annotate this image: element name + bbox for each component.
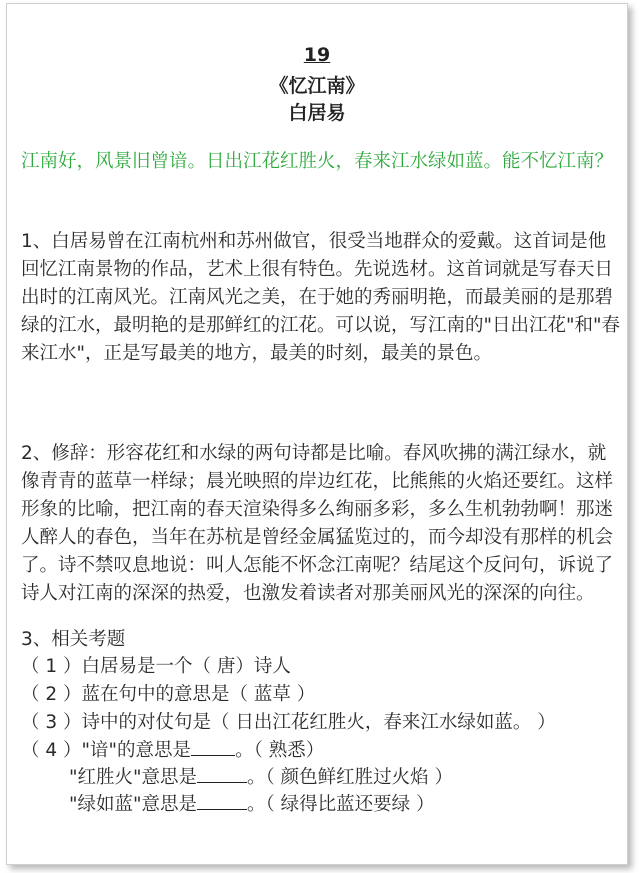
- document-page: [6, 3, 628, 865]
- answer-blank: [197, 766, 247, 783]
- questions-heading: 3、相关考题: [21, 629, 126, 650]
- question-6-suffix: 。（ 绿得比蓝还要绿 ）: [247, 794, 435, 815]
- analysis-paragraph-1: 1、白居易曾在江南杭州和苏州做官，很受当地群众的爱戴。这首词是他回忆江南景物的作品，艺术上很有特色。先说选材。这首词就是写春天日出时的江南风光。江南风光之美，在于她的秀丽明艳，而最美丽的是那碧绿的江水，最明艳的是那鲜红的江花。可以说，写江南的"日出江花"和"春来江水"，正是写最美的地方，最美的时刻，最美的景色。: [21, 231, 621, 364]
- question-4-prefix: （ 4 ）"谙"的意思是: [21, 740, 192, 761]
- question-2: （ 2 ）蓝在句中的意思是（ 蓝草 ）: [21, 684, 316, 705]
- question-4: [21, 737, 324, 765]
- question-5-prefix: "红胜火"意思是: [69, 767, 198, 788]
- answer-blank: [191, 739, 235, 756]
- question-3: （ 3 ）诗中的对仗句是（ 日出江花红胜火，春来江水绿如蓝。 ）: [21, 712, 556, 733]
- poem-title: 《忆江南》: [269, 75, 365, 97]
- question-4-part-3: [69, 791, 435, 819]
- analysis-paragraph-2: 2、修辞：形容花红和水绿的两句诗都是比喻。春风吹拂的满江绿水，就像青青的蓝草一样绿；晨光映照的岸边红花，比熊熊的火焰还要红。这样形象的比喻，把江南的春天渲染得多么绚丽多彩，多么生机勃勃啊！那迷人醉人的春色，当年在苏杭是曾经金属猛览过的，而今却没有那样的机会了。诗不禁叹息地说：叫人怎能不怀念江南呢？结尾这个反问句，诉说了诗人对江南的深深的热爱，也激发着读者对那美丽风光的深深的向往。: [21, 443, 614, 604]
- question-6-prefix: "绿如蓝"意思是: [69, 794, 198, 815]
- lesson-number: 19: [303, 44, 331, 66]
- question-4-part-2: [69, 764, 453, 792]
- poem-author: 白居易: [288, 102, 346, 124]
- poem-text: 江南好，风景旧曾谙。日出江花红胜火，春来江水绿如蓝。能不忆江南？: [21, 151, 614, 172]
- answer-blank: [197, 793, 247, 810]
- question-4-suffix: 。（ 熟悉）: [235, 740, 325, 761]
- question-5-suffix: 。（ 颜色鲜红胜过火焰 ）: [247, 767, 454, 788]
- question-1: （ 1 ）白居易是一个（ 唐）诗人: [21, 656, 291, 677]
